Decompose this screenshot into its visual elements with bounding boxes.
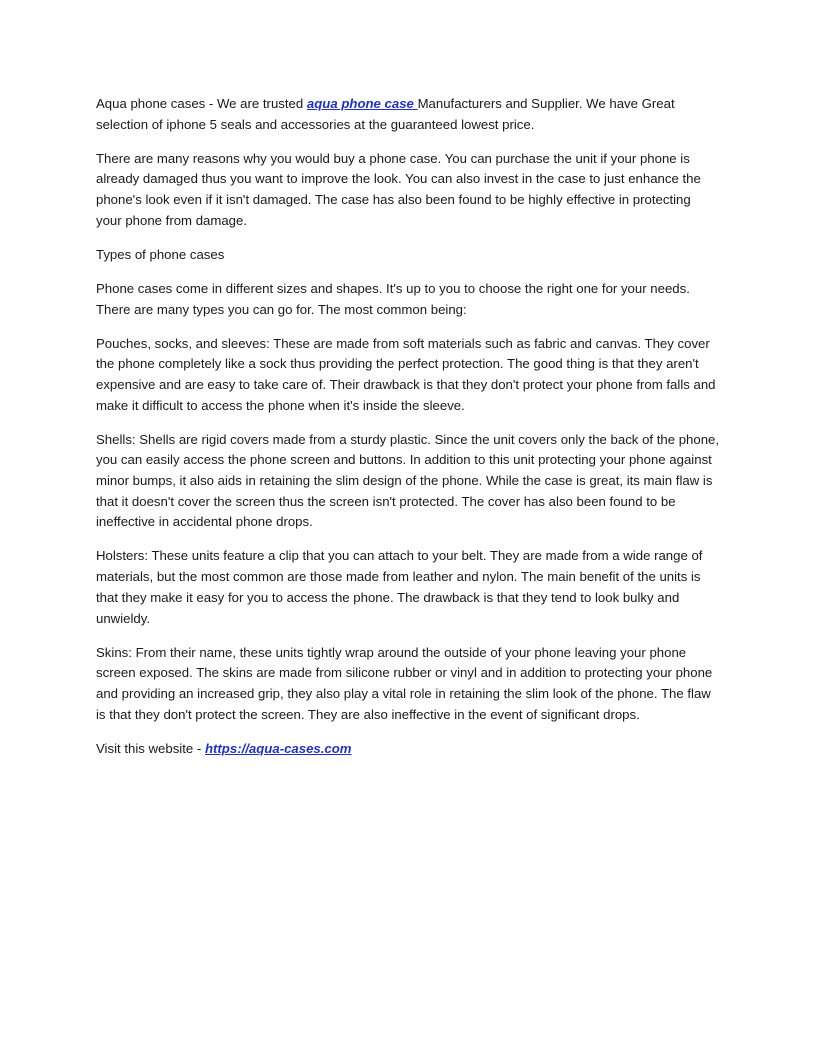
- website-link[interactable]: https://aqua-cases.com: [204, 740, 352, 756]
- intro-text-before-link: Aqua phone cases - We are trusted: [96, 96, 307, 111]
- paragraph-sizes: Phone cases come in different sizes and shapes. It's up to you to choose the right one for your needs. There are many types you can go for. The most common being:: [96, 280, 690, 317]
- section-heading-types: Types of phone cases: [96, 246, 225, 262]
- intro-text-after-link: Manufacturers and Supplier. We have Great selection of iphone 5 seals and accessories at the guaranteed lowest price.: [96, 96, 675, 132]
- paragraph-holsters: Holsters: These units feature a clip that you can attach to your belt. They are made from a wide range of materials, but the most common are those made from leather and nylon. The main benefit of the units is that they make it easy for you to access the phone. The drawback is that they tend to look bulky and unwieldy.: [96, 548, 703, 626]
- intro-paragraph: [96, 94, 720, 135]
- paragraph-pouches: Pouches, socks, and sleeves: These are made from soft materials such as fabric and canvas. They cover the phone completely like a sock thus providing the perfect protection. The good thing is that they aren't expensive and are easy to take care of. Their drawback is that they don't protect your phone from falls and make it difficult to access the phone when it's inside the sleeve.: [96, 335, 716, 413]
- footer-text-before-link: Visit this website -: [96, 740, 205, 756]
- aqua-phone-case-link[interactable]: aqua phone case: [306, 96, 418, 111]
- paragraph-reasons: There are many reasons why you would buy a phone case. You can purchase the unit if your phone is already damaged thus you want to improve the look. You can also invest in the case to just enhance the phone's look even if it isn't damaged. The case has also been found to be highly effective in protecting your phone from damage.: [96, 150, 701, 228]
- paragraph-skins: Skins: From their name, these units tightly wrap around the outside of your phone leaving your phone screen exposed. The skins are made from silicone rubber or vinyl and in addition to protecting your phone and providing an increased grip, they also play a vital role in retaining the slim look of the phone. The flaw is that they don't protect the screen. They are also ineffective in the event of significant drops.: [96, 644, 713, 722]
- paragraph-shells: Shells: Shells are rigid covers made from a sturdy plastic. Since the unit covers only the back of the phone, you can easily access the phone screen and buttons. In addition to this unit protecting your phone against minor bumps, it also aids in retaining the slim design of the phone. While the case is great, its main flaw is that it doesn't cover the screen thus the screen isn't protected. The cover has also been found to be ineffective in accidental phone drops.: [96, 431, 720, 530]
- document-page: [96, 94, 720, 773]
- footer-paragraph: [96, 739, 720, 760]
